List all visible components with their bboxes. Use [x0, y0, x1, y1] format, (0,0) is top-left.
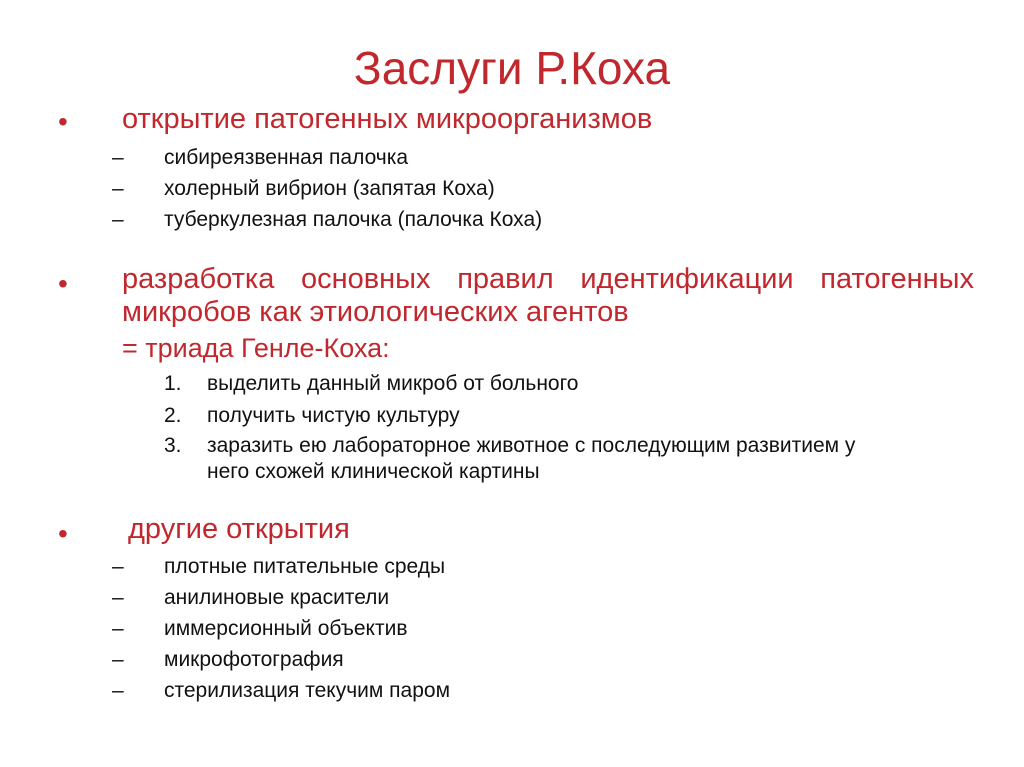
- step-text: заразить ею лабораторное животное с последующим развитием у него схожей клинической картины: [207, 434, 856, 483]
- section1-heading: открытие патогенных микроорганизмов: [122, 103, 653, 135]
- section2-heading: разработка основных правил идентификации патогенных микробов как этиологических агентов: [122, 263, 974, 328]
- dash-icon: –: [112, 177, 124, 200]
- step-text: выделить данный микроб от больного: [207, 372, 579, 395]
- step-text: получить чистую культуру: [207, 404, 460, 427]
- section1-item: холерный вибрион (запятая Коха): [164, 177, 495, 200]
- dash-icon: –: [112, 555, 124, 578]
- section3-item: стерилизация текучим паром: [164, 679, 451, 702]
- section2-subheading: = триада Генле-Коха:: [122, 333, 390, 363]
- section3-item: микрофотография: [164, 648, 344, 671]
- bullet-icon: •: [58, 106, 68, 137]
- dash-icon: –: [112, 648, 124, 671]
- dash-icon: –: [112, 208, 124, 231]
- dash-icon: –: [112, 679, 124, 702]
- section3-item: иммерсионный объектив: [164, 617, 408, 640]
- step-number: 1.: [164, 372, 182, 395]
- section3-item: плотные питательные среды: [164, 555, 446, 578]
- dash-icon: –: [112, 586, 124, 609]
- step-number: 3.: [164, 434, 182, 457]
- dash-icon: –: [112, 617, 124, 640]
- step-number: 2.: [164, 404, 182, 427]
- dash-icon: –: [112, 146, 124, 169]
- slide-title: Заслуги Р.Коха: [353, 42, 671, 94]
- bullet-icon: •: [58, 518, 68, 549]
- section1-item: сибиреязвенная палочка: [164, 146, 409, 169]
- section1-item: туберкулезная палочка (палочка Коха): [164, 208, 543, 231]
- bullet-icon: •: [58, 268, 68, 299]
- section3-item: анилиновые красители: [164, 586, 390, 609]
- section3-heading: другие открытия: [128, 513, 350, 545]
